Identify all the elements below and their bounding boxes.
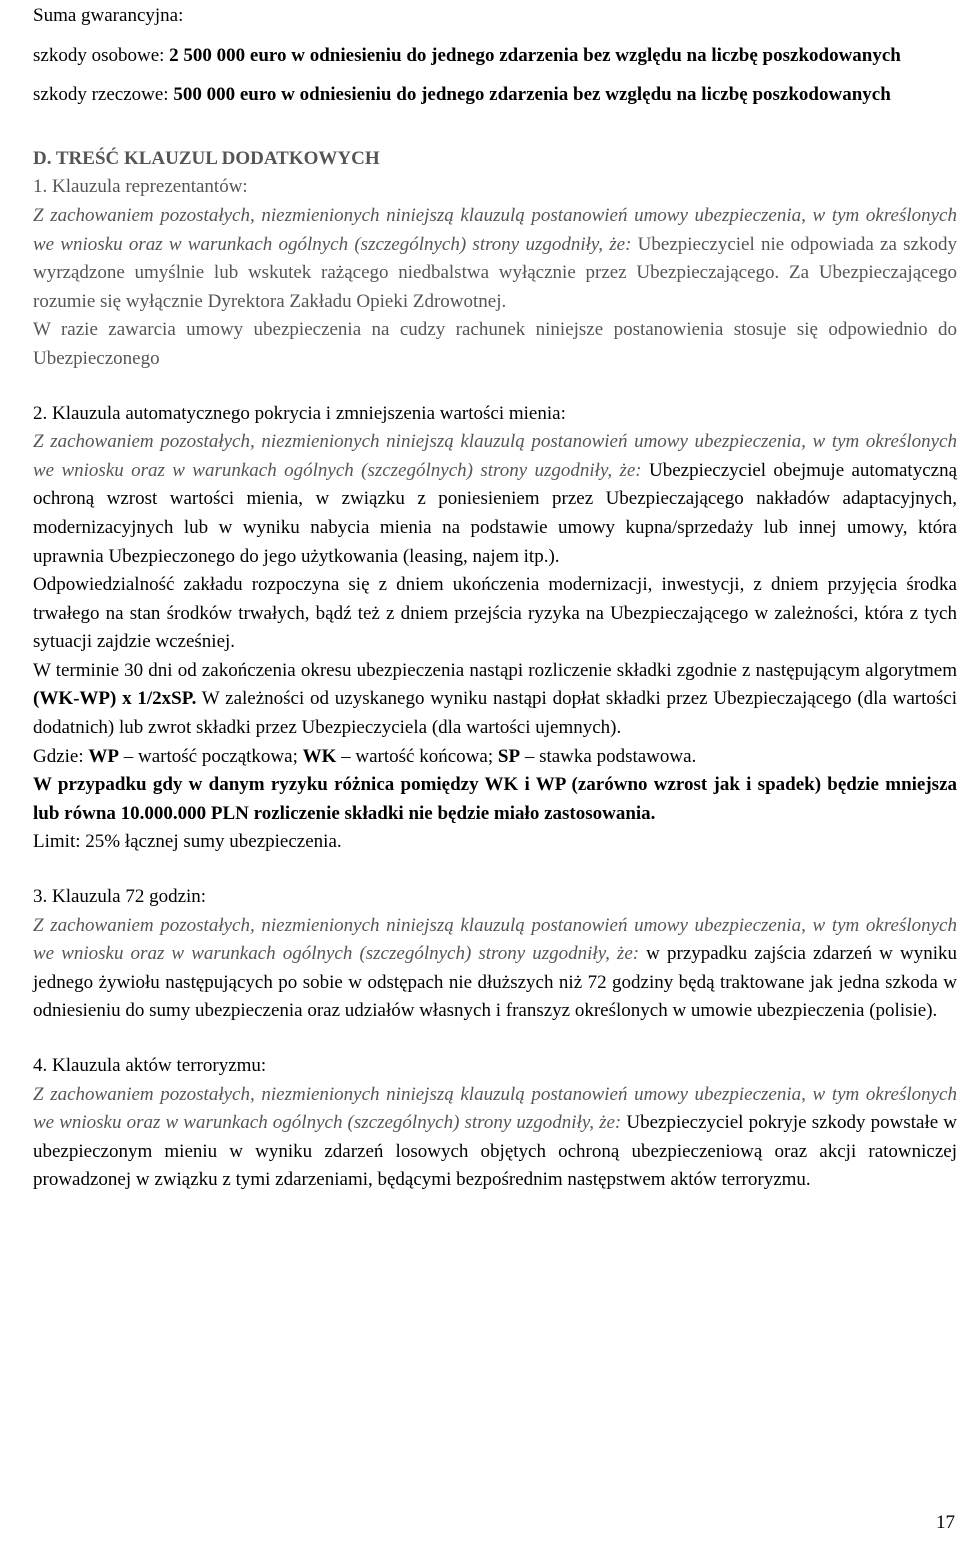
sum-property-amount: 500 000 euro w odniesieniu do jednego zdarzenia bez względu na liczbę poszkodowanych <box>173 84 891 106</box>
clause2-limit: Limit: 25% łącznej sumy ubezpieczenia. <box>33 831 342 853</box>
sum-personal-damage <box>33 42 957 71</box>
wk-label: WK <box>302 745 337 767</box>
clause2-text1: Ubezpieczyciel obejmuje automatyczną ochroną wzrost wartości mienia, w związku z poniesieniem przez Ubezpieczającego nakładów adaptacyjnych, modernizacyjnych lub w wyniku nabycia mienia na podstawie umowy kupna/sprzedaży lub innej umowy, która uprawnia Ubezpieczonego do jego użytkowania (leasing, najem itp.). <box>33 459 958 567</box>
clause2-where <box>33 743 957 772</box>
sum-title: Suma gwarancyjna: <box>33 5 184 26</box>
clause2-formula: (WK-WP) x 1/2xSP. <box>33 688 197 710</box>
clause1-intro: Z zachowaniem pozostałych, niezmienionych niniejszą klauzulą postanowień umowy ubezpieczenia, w tym określonych we wniosku oraz w warunkach ogólnych (szczególnych) strony uzgodniły, że: <box>33 204 957 255</box>
wp-label: WP <box>88 745 120 767</box>
clause1-heading: 1. Klauzula reprezentantów: <box>33 176 248 198</box>
clause4-text: Ubezpieczyciel pokryje szkody powstałe w ubezpieczonym mieniu w wyniku zdarzeń losowych objętych ochroną ubezpieczeniową oraz akcji ratowniczej prowadzonej w związku z tymi zdarzeniami, będącymi bezpośrednim następstwem aktów terroryzmu. <box>33 1112 958 1191</box>
clause3-text: w przypadku zajścia zdarzeń w wyniku jednego żywiołu następujących po sobie w odstępach nie dłuższych niż 72 godziny będą traktowane jak jedna szkoda w odniesieniu do sumy ubezpieczenia oraz udziałów własnych i franszyz określonych w umowie ubezpieczenia (polisie). <box>33 943 957 1022</box>
clause2-text3-b: W zależności od uzyskanego wyniku nastąpi dopłat składki przez Ubezpieczającego (dla wartości dodatnich) lub zwrot składki przez Ubezpieczyciela (dla wartości ujemnych). <box>33 688 957 739</box>
clause1-text2: W razie zawarcia umowy ubezpieczenia na cudzy rachunek niniejsze postanowienia stosuje się odpowiednio do Ubezpieczonego <box>33 319 957 369</box>
wp-desc: – wartość początkowa; <box>119 745 303 767</box>
sum-property-damage <box>33 81 957 110</box>
clause2-bold-note: W przypadku gdy w danym ryzyku różnica pomiędzy WK i WP (zarówno wzrost jak i spadek) będzie mniejsza lub równa 10.000.000 PLN rozliczenie składki nie będzie miało zastosowania. <box>33 774 957 824</box>
clause2-text2: Odpowiedzialność zakładu rozpoczyna się z dniem ukończenia modernizacji, inwestycji, z dniem przyjęcia środka trwałego na stan środków trwałych, bądź też z dniem przejścia ryzyka na Ubezpieczającego w zależności, która z tych sytuacji zajdzie wcześniej. <box>33 574 957 653</box>
clause2-text3-a: W terminie 30 dni od zakończenia okresu ubezpieczenia nastąpi rozliczenie składki zgodnie z następującym algorytmem <box>33 659 957 681</box>
clause1-text: Ubezpieczyciel nie odpowiada za szkody wyrządzone umyślnie lub wskutek rażącego niedbalstwa wyłącznie przez Ubezpieczającego. Za Ubezpieczającego rozumie się wyłącznie Dyrektora Zakładu Opieki Zdrowotnej. <box>33 233 957 312</box>
clause2-body <box>33 428 957 571</box>
sum-personal-prefix: szkody osobowe: <box>33 44 170 66</box>
sum-personal-amount: 2 500 000 euro w odniesieniu do jednego zdarzenia bez względu na liczbę poszkodowanych <box>169 44 901 66</box>
clause2-text3 <box>33 657 957 743</box>
clause4-intro: Z zachowaniem pozostałych, niezmienionych niniejszą klauzulą postanowień umowy ubezpieczenia, w tym określonych we wniosku oraz w warunkach ogólnych (szczególnych) strony uzgodniły, że: <box>33 1083 957 1134</box>
where-prefix: Gdzie: <box>33 745 89 767</box>
sp-label: SP <box>497 745 521 767</box>
clause3-body <box>33 912 957 1026</box>
clause3-intro: Z zachowaniem pozostałych, niezmienionych niniejszą klauzulą postanowień umowy ubezpieczenia, w tym określonych we wniosku oraz w warunkach ogólnych (szczególnych) strony uzgodniły, że: <box>33 914 957 965</box>
clause2-heading: 2. Klauzula automatycznego pokrycia i zmniejszenia wartości mienia: <box>33 402 566 424</box>
clause1-body <box>33 202 957 316</box>
sum-property-prefix: szkody rzeczowe: <box>33 84 174 106</box>
page-number: 17 <box>936 1512 955 1533</box>
sp-desc: – stawka podstawowa. <box>520 745 697 767</box>
clause2-intro: Z zachowaniem pozostałych, niezmienionych niniejszą klauzulą postanowień umowy ubezpieczenia, w tym określonych we wniosku oraz w warunkach ogólnych (szczególnych) strony uzgodniły, że: <box>33 431 957 481</box>
section-d-title: D. TREŚĆ KLAUZUL DODATKOWYCH <box>33 147 380 169</box>
clause4-heading: 4. Klauzula aktów terroryzmu: <box>33 1055 267 1076</box>
clause4-body <box>33 1081 957 1195</box>
clause3-heading: 3. Klauzula 72 godzin: <box>33 886 207 908</box>
wk-desc: – wartość końcowa; <box>336 745 498 767</box>
document-page <box>33 0 957 1195</box>
